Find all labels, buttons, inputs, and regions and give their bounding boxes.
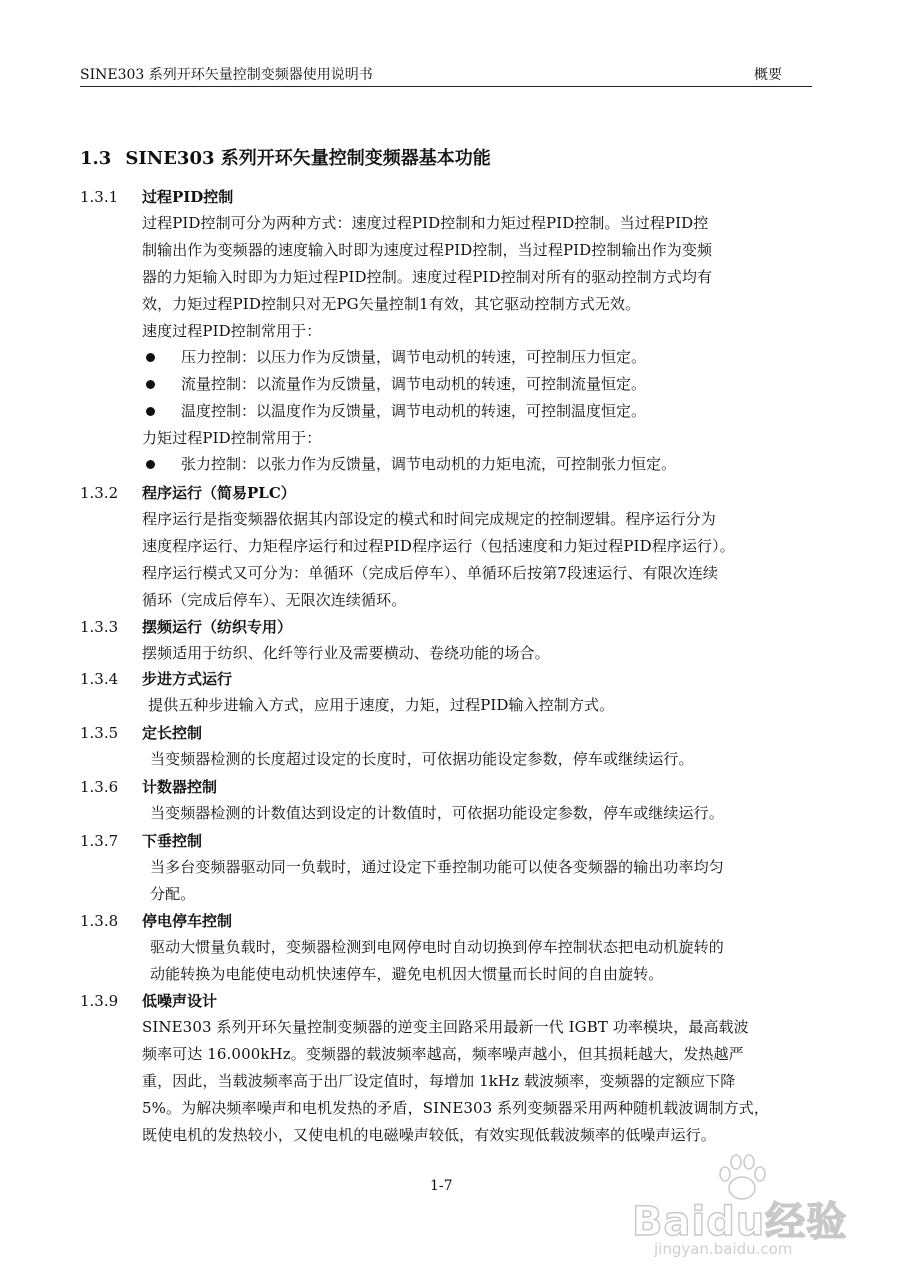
paragraph-line: 程序运行模式又可分为：单循环（完成后停车）、单循环后按第7段速运行、有限次连续 xyxy=(142,564,718,582)
watermark-logo: Baidu经验 xyxy=(632,1199,848,1245)
bullet-icon xyxy=(146,380,155,389)
bullet-icon xyxy=(146,460,155,469)
paragraph-line: 速度程序运行、力矩程序运行和过程PID程序运行（包括速度和力矩过程PID程序运行）。 xyxy=(142,537,735,555)
subsection-heading: 1.3.8 停电停车控制 xyxy=(80,912,233,930)
paragraph-line: 当多台变频器驱动同一负载时，通过设定下垂控制功能可以使各变频器的输出功率均匀 xyxy=(150,858,724,876)
paragraph-line: 分配。 xyxy=(150,885,196,903)
page-header xyxy=(80,64,812,86)
subsection-heading: 1.3.7 下垂控制 xyxy=(80,832,203,850)
paragraph-line: 制输出作为变频器的速度输入时即为速度过程PID控制，当过程PID控制输出作为变频 xyxy=(142,241,713,259)
bullet-icon xyxy=(146,353,155,362)
paragraph-line: 动能转换为电能使电动机快速停车，避免电机因大惯量而长时间的自由旋转。 xyxy=(150,965,664,983)
bullet-icon xyxy=(146,407,155,416)
paragraph-line: 当变频器检测的长度超过设定的长度时，可依据功能设定参数，停车或继续运行。 xyxy=(150,750,694,768)
list-intro: 力矩过程PID控制常用于： xyxy=(142,429,322,447)
paragraph-line: 循环（完成后停车）、无限次连续循环。 xyxy=(142,591,407,609)
paragraph-line: 过程PID控制可分为两种方式：速度过程PID控制和力矩过程PID控制。当过程PID控 xyxy=(142,214,709,232)
paragraph-line: 5%。为解决频率噪声和电机发热的矛盾，SINE303 系列变频器采用两种随机载波调制方式， xyxy=(142,1099,769,1117)
paragraph-line: 摆频适用于纺织、化纤等行业及需要横动、卷绕功能的场合。 xyxy=(142,644,550,662)
section-number: 1.3 xyxy=(80,148,112,169)
section-heading: SINE303 系列开环矢量控制变频器基本功能 xyxy=(125,148,491,169)
paragraph-line: 驱动大惯量负载时，变频器检测到电网停电时自动切换到停车控制状态把电动机旋转的 xyxy=(150,938,724,956)
chapter-label: 概要 xyxy=(754,67,782,83)
paragraph-line: 效，力矩过程PID控制只对无PG矢量控制1有效，其它驱动控制方式无效。 xyxy=(142,295,641,313)
paragraph-line: SINE303 系列开环矢量控制变频器的逆变主回路采用最新一代 IGBT 功率模块，最高载波 xyxy=(142,1018,749,1036)
subsection-heading: 1.3.2 程序运行（简易PLC） xyxy=(80,484,296,502)
section-title xyxy=(80,144,491,170)
watermark-url: jingyan.baidu.com xyxy=(654,1240,793,1258)
subsection-heading: 1.3.9 低噪声设计 xyxy=(80,992,218,1010)
list-intro: 速度过程PID控制常用于： xyxy=(142,322,322,340)
paragraph-line: 既使电机的发热较小，又使电机的电磁噪声较低，有效实现低载波频率的低噪声运行。 xyxy=(142,1126,716,1144)
subsection-heading: 1.3.6 计数器控制 xyxy=(80,778,218,796)
paragraph-line: 程序运行是指变频器依据其内部设定的模式和时间完成规定的控制逻辑。程序运行分为 xyxy=(142,510,716,528)
bullet-item: 张力控制：以张力作为反馈量，调节电动机的力矩电流，可控制张力恒定。 xyxy=(142,453,676,474)
bullet-item: 压力控制：以压力作为反馈量，调节电动机的转速，可控制压力恒定。 xyxy=(142,346,646,367)
paragraph-line: 频率可达 16.000kHz。变频器的载波频率越高，频率噪声越小，但其损耗越大，发热越严 xyxy=(142,1045,744,1063)
paragraph-line: 当变频器检测的计数值达到设定的计数值时，可依据功能设定参数，停车或继续运行。 xyxy=(150,804,724,822)
paragraph-line: 重，因此，当载波频率高于出厂设定值时，每增加 1kHz 载波频率，变频器的定额应下降 xyxy=(142,1072,736,1090)
document-title: SINE303 系列开环矢量控制变频器使用说明书 xyxy=(80,67,373,83)
baidu-watermark xyxy=(632,1150,872,1260)
bullet-item: 流量控制：以流量作为反馈量，调节电动机的转速，可控制流量恒定。 xyxy=(142,373,646,394)
paragraph-line: 提供五种步进输入方式，应用于速度，力矩，过程PID输入控制方式。 xyxy=(148,696,615,714)
header-rule xyxy=(80,86,812,87)
subsection-heading: 1.3.1 过程PID控制 xyxy=(80,188,234,206)
page-number: 1-7 xyxy=(430,1178,453,1194)
paragraph-line: 器的力矩输入时即为力矩过程PID控制。速度过程PID控制对所有的驱动控制方式均有 xyxy=(142,268,713,286)
subsection-heading: 1.3.3 摆频运行（纺织专用） xyxy=(80,618,293,636)
subsection-heading: 1.3.5 定长控制 xyxy=(80,724,203,742)
bullet-item: 温度控制：以温度作为反馈量，调节电动机的转速，可控制温度恒定。 xyxy=(142,400,646,421)
subsection-heading: 1.3.4 步进方式运行 xyxy=(80,670,233,688)
